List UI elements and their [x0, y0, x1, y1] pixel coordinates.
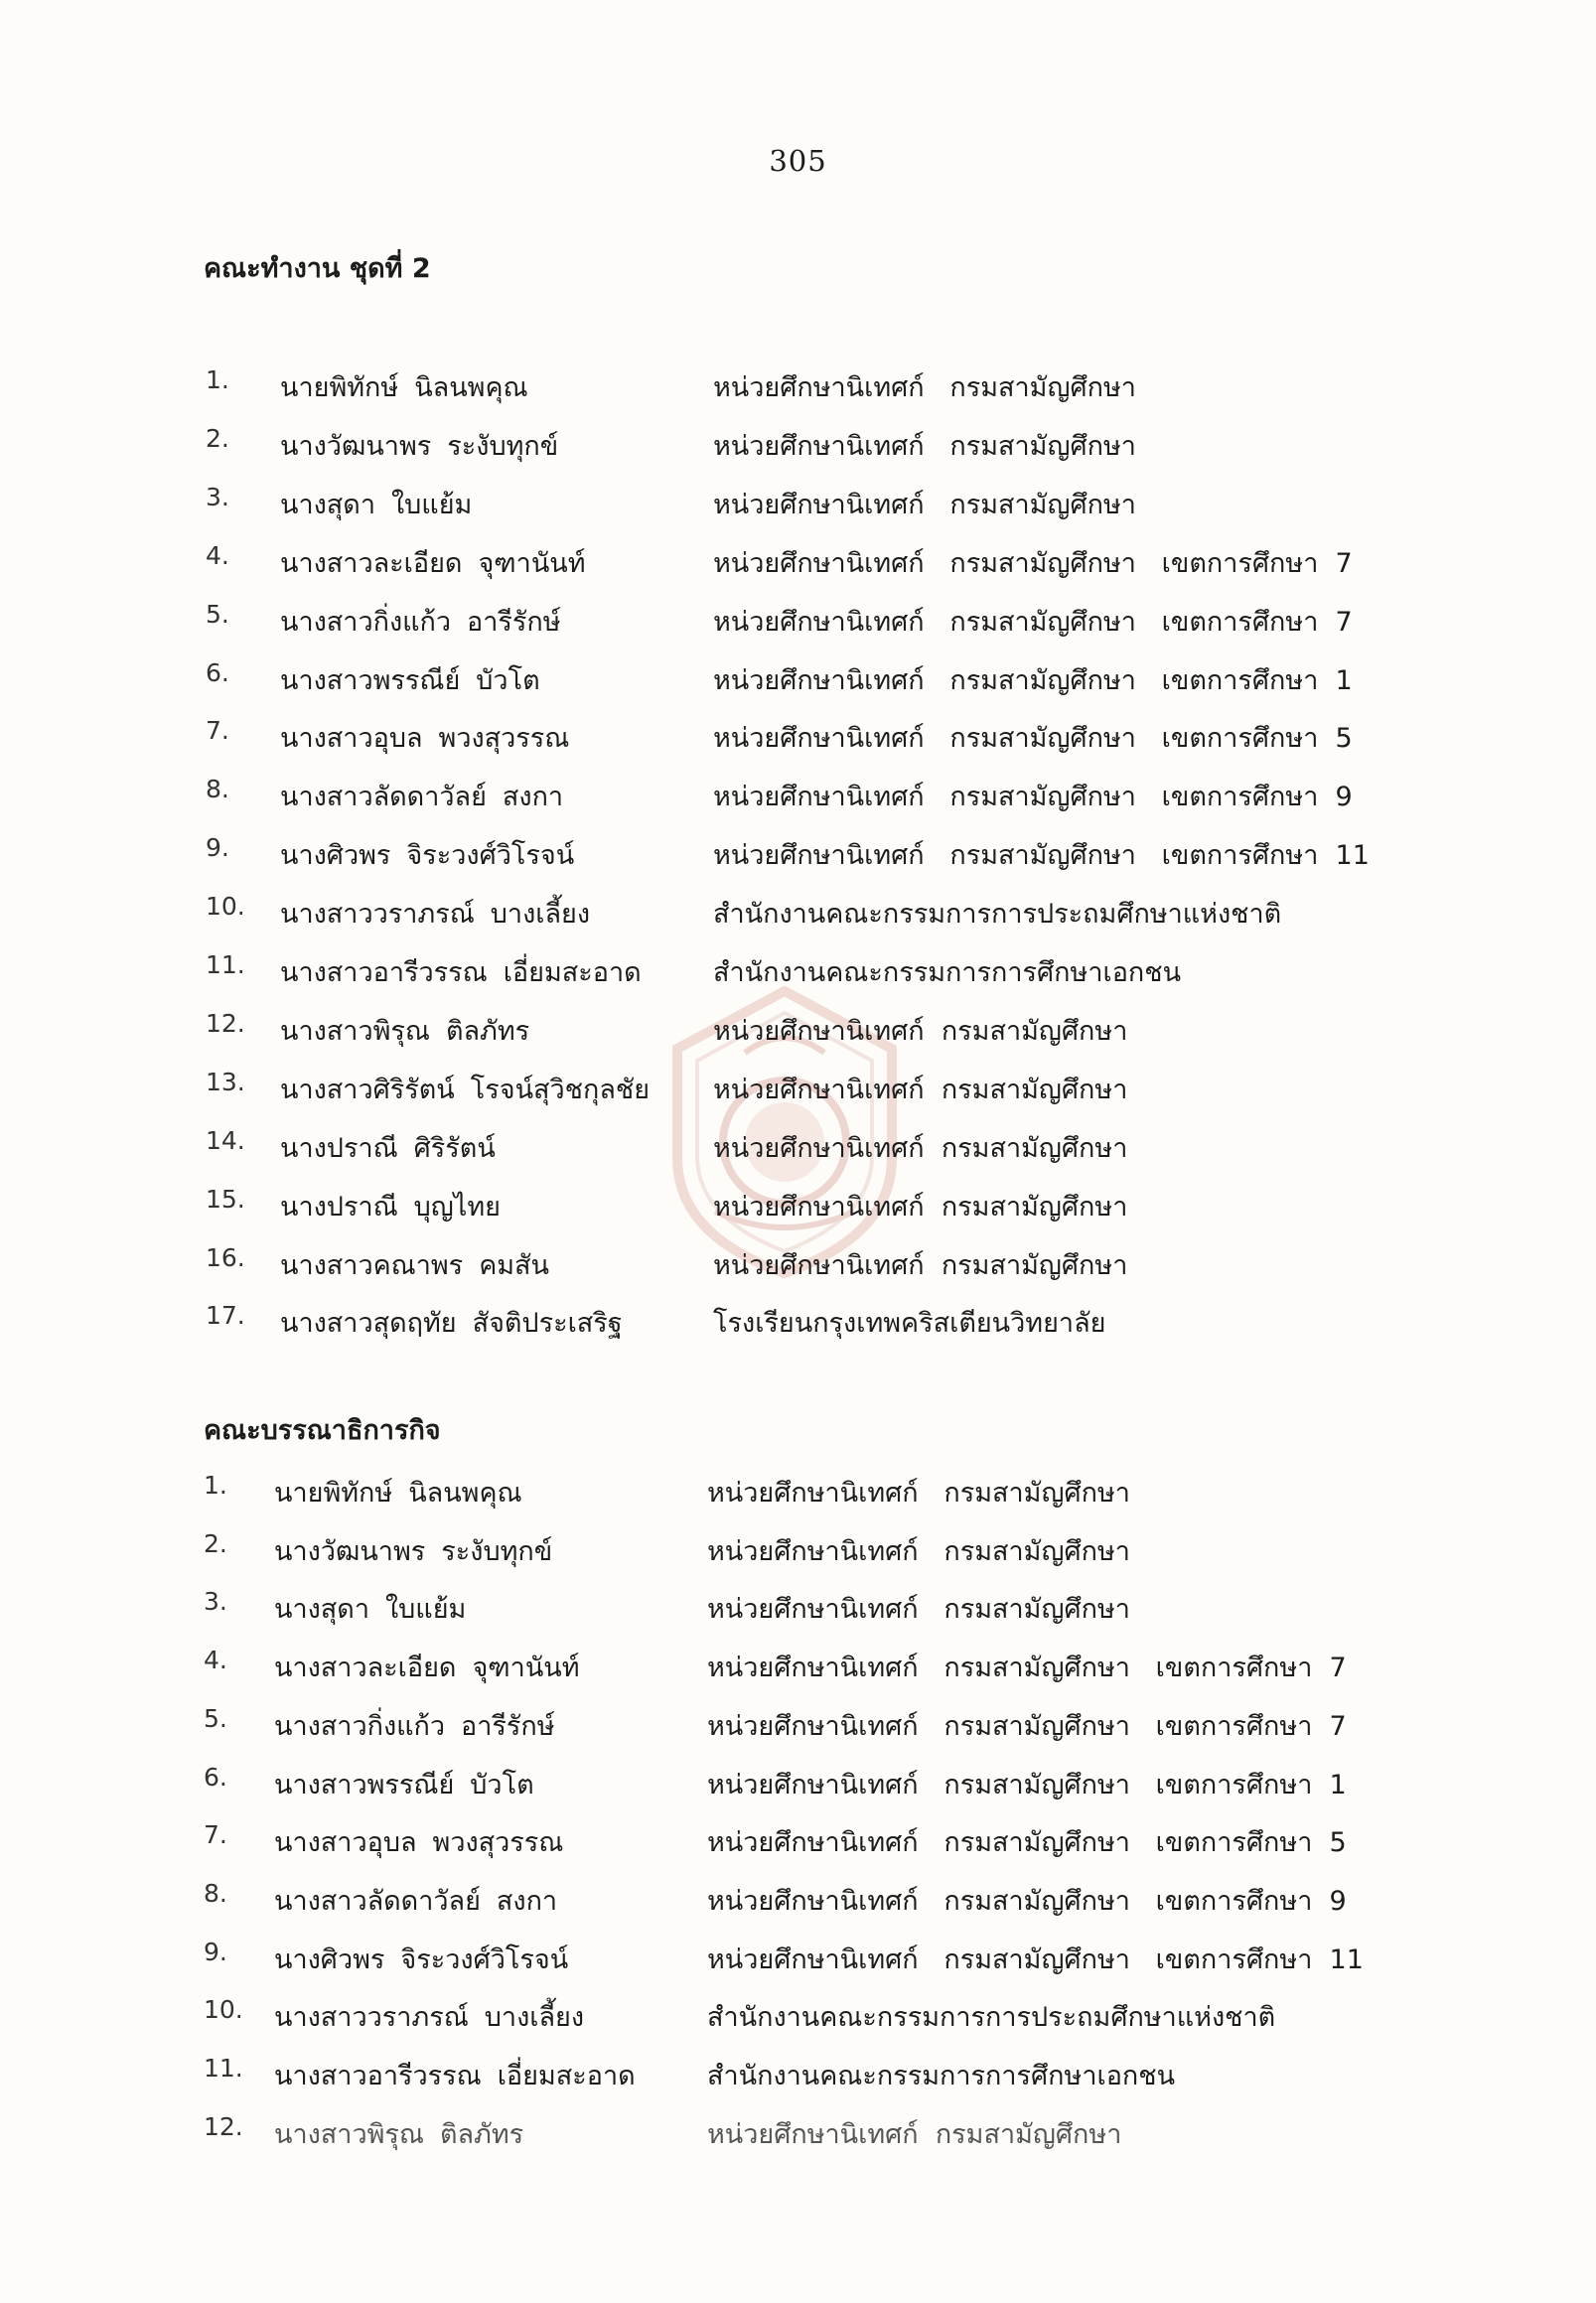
last-name: จิระวงศ์วิโรจน์	[406, 840, 575, 872]
item-number: 16.	[206, 1242, 245, 1272]
member-name	[280, 658, 540, 701]
last-name: นิลนพคุณ	[414, 372, 528, 403]
item-number: 4.	[206, 540, 229, 570]
list-item	[0, 1763, 1596, 1812]
page-number: 305	[769, 144, 827, 178]
organization: หน่วยศึกษานิเทศก์ กรมสามัญศึกษา เขตการศึกษา 5	[707, 1827, 1347, 1859]
item-number: 7.	[204, 1820, 227, 1850]
list-item	[0, 1126, 1596, 1176]
item-number: 6.	[206, 657, 229, 687]
first-name: นางวัฒนาพร	[274, 1535, 426, 1567]
last-name: เอี่ยมสะอาด	[503, 957, 642, 988]
item-number: 7.	[206, 716, 229, 746]
last-name: บางเลี้ยง	[490, 899, 591, 931]
item-number: 12.	[206, 1008, 245, 1038]
first-name: นางสาวพิรุณ	[280, 1015, 430, 1047]
item-number: 8.	[206, 775, 229, 804]
organization: หน่วยศึกษานิเทศก์ กรมสามัญศึกษา เขตการศึกษา 7	[707, 1653, 1347, 1684]
last-name: บางเลี้ยง	[484, 2002, 585, 2034]
organization: หน่วยศึกษานิเทศก์ กรมสามัญศึกษา	[713, 1132, 1128, 1164]
list-item	[0, 1301, 1596, 1351]
item-number: 10.	[204, 1995, 243, 2025]
member-name	[280, 1009, 529, 1052]
member-name	[280, 365, 528, 408]
first-name: นางสาวพรรณีย์	[274, 1769, 455, 1800]
last-name: สงกา	[502, 782, 564, 813]
organization: หน่วยศึกษานิเทศก์ กรมสามัญศึกษา เขตการศึกษา 7	[713, 606, 1353, 638]
last-name: อารีรักษ์	[461, 1710, 555, 1742]
member-name	[280, 1243, 549, 1286]
list-item	[0, 1009, 1596, 1059]
last-name: โรจน์สุวิชกุลชัย	[470, 1074, 651, 1105]
list-item	[0, 1068, 1596, 1117]
organization: หน่วยศึกษานิเทศก์ กรมสามัญศึกษา	[707, 1594, 1130, 1626]
first-name: นางศิวพร	[274, 1943, 385, 1975]
item-number: 11.	[206, 950, 245, 979]
organization: หน่วยศึกษานิเทศก์ กรมสามัญศึกษา	[713, 1249, 1128, 1281]
list-item	[0, 1529, 1596, 1579]
member-name	[274, 2054, 636, 2096]
organization: หน่วยศึกษานิเทศก์ กรมสามัญศึกษา เขตการศึกษา 7	[707, 1710, 1347, 1742]
organization: หน่วยศึกษานิเทศก์ กรมสามัญศึกษา	[713, 1015, 1128, 1047]
organization: หน่วยศึกษานิเทศก์ กรมสามัญศึกษา	[713, 372, 1136, 403]
first-name: นางปราณี	[280, 1132, 398, 1164]
list-item	[0, 483, 1596, 532]
last-name: พวงสุวรรณ	[438, 723, 570, 755]
member-name	[280, 716, 569, 759]
organization: หน่วยศึกษานิเทศก์ กรมสามัญศึกษา	[707, 2118, 1122, 2150]
organization: หน่วยศึกษานิเทศก์ กรมสามัญศึกษา เขตการศึกษา 1	[713, 664, 1353, 696]
item-number: 1.	[204, 1471, 227, 1500]
list-item	[0, 1587, 1596, 1637]
organization: สำนักงานคณะกรรมการการประถมศึกษาแห่งชาติ	[713, 899, 1282, 931]
list-item	[0, 950, 1596, 1000]
first-name: นายพิทักษ์	[274, 1478, 393, 1509]
organization: หน่วยศึกษานิเทศก์ กรมสามัญศึกษา	[713, 489, 1136, 520]
organization: หน่วยศึกษานิเทศก์ กรมสามัญศึกษา เขตการศึกษา 7	[713, 547, 1353, 579]
organization: หน่วยศึกษานิเทศก์ กรมสามัญศึกษา	[713, 1191, 1128, 1223]
member-name	[280, 833, 574, 876]
member-name	[280, 892, 590, 935]
list-item	[0, 1471, 1596, 1520]
organization: หน่วยศึกษานิเทศก์ กรมสามัญศึกษา	[713, 430, 1136, 462]
list-item	[0, 1820, 1596, 1870]
last-name: ระงับทุกข์	[447, 430, 559, 462]
list-item	[0, 424, 1596, 474]
first-name: นางวัฒนาพร	[280, 430, 432, 462]
list-item	[0, 2112, 1596, 2162]
first-name: นางสาวละเอียด	[274, 1653, 457, 1684]
member-name	[274, 1471, 522, 1513]
item-number: 17.	[206, 1301, 245, 1331]
item-number: 2.	[204, 1528, 227, 1558]
member-name	[280, 424, 558, 467]
last-name: นิลนพคุณ	[408, 1478, 522, 1509]
first-name: นางสาวพรรณีย์	[280, 664, 461, 696]
item-number: 9.	[206, 833, 229, 863]
organization: หน่วยศึกษานิเทศก์ กรมสามัญศึกษา	[707, 1478, 1130, 1509]
organization: หน่วยศึกษานิเทศก์ กรมสามัญศึกษา เขตการศึกษา 5	[713, 723, 1353, 755]
organization: หน่วยศึกษานิเทศก์ กรมสามัญศึกษา	[707, 1535, 1130, 1567]
list-item	[0, 600, 1596, 649]
organization: สำนักงานคณะกรรมการการประถมศึกษาแห่งชาติ	[707, 2002, 1276, 2034]
first-name: นางสาวอารีวรรณ	[274, 2061, 482, 2091]
list-item	[0, 1995, 1596, 2045]
first-name: นางสาวอุบล	[280, 723, 423, 755]
organization: หน่วยศึกษานิเทศก์ กรมสามัญศึกษา เขตการศึกษา 1	[707, 1769, 1347, 1800]
member-name	[274, 2112, 523, 2155]
last-name: จุฑานันท์	[478, 547, 586, 579]
organization: หน่วยศึกษานิเทศก์ กรมสามัญศึกษา เขตการศึกษา 11	[707, 1943, 1364, 1975]
item-number: 14.	[206, 1125, 245, 1155]
item-number: 1.	[206, 365, 229, 394]
first-name: นางสาววราภรณ์	[280, 899, 475, 931]
first-name: นายพิทักษ์	[280, 372, 399, 403]
item-number: 15.	[206, 1184, 245, 1214]
organization: หน่วยศึกษานิเทศก์ กรมสามัญศึกษา เขตการศึกษา 11	[713, 840, 1370, 872]
last-name: พวงสุวรรณ	[432, 1827, 564, 1859]
first-name: นางปราณี	[280, 1191, 398, 1223]
first-name: นางสุดา	[274, 1594, 369, 1626]
list-item	[0, 2054, 1596, 2103]
list-item	[0, 1879, 1596, 1929]
member-name	[280, 1301, 623, 1344]
first-name: นางสาวศิริรัตน์	[280, 1074, 455, 1105]
last-name: บัวโต	[476, 664, 540, 696]
list-item	[0, 658, 1596, 708]
organization: สำนักงานคณะกรรมการการศึกษาเอกชน	[713, 957, 1182, 988]
item-number: 9.	[204, 1937, 227, 1966]
last-name: คมสัน	[479, 1249, 549, 1281]
list-item	[0, 892, 1596, 941]
member-name	[280, 1126, 496, 1169]
last-name: ใบแย้ม	[384, 1594, 467, 1626]
section-title-editorial-board: คณะบรรณาธิการกิจ	[204, 1415, 441, 1446]
first-name: นางสาวกิ่งแก้ว	[280, 606, 452, 638]
last-name: อารีรักษ์	[467, 606, 561, 638]
first-name: นางสาวละเอียด	[280, 547, 463, 579]
item-number: 5.	[206, 599, 229, 629]
first-name: นางสาววราภรณ์	[274, 2002, 469, 2034]
last-name: สัจติประเสริฐ	[472, 1308, 623, 1340]
first-name: นางสาวอุบล	[274, 1827, 417, 1859]
member-name	[274, 1704, 555, 1747]
member-name	[274, 1820, 563, 1863]
list-item	[0, 1938, 1596, 1987]
list-item	[0, 833, 1596, 883]
organization: โรงเรียนกรุงเทพคริสเตียนวิทยาลัย	[713, 1308, 1106, 1340]
last-name: ติลภัทร	[445, 1015, 530, 1047]
item-number: 10.	[206, 892, 245, 922]
item-number: 6.	[204, 1762, 227, 1792]
member-name	[280, 1185, 501, 1227]
organization: หน่วยศึกษานิเทศก์ กรมสามัญศึกษา เขตการศึกษา 9	[713, 782, 1353, 813]
item-number: 2.	[206, 423, 229, 453]
list-item	[0, 1185, 1596, 1234]
member-name	[274, 1879, 557, 1922]
last-name: ศิริรัตน์	[413, 1132, 496, 1164]
first-name: นางสาวคณาพร	[280, 1249, 464, 1281]
member-name	[280, 1068, 650, 1110]
list-item	[0, 1646, 1596, 1695]
list-item	[0, 1704, 1596, 1754]
member-name	[274, 1587, 466, 1630]
last-name: ติลภัทร	[439, 2118, 524, 2150]
first-name: นางสาวลัดดาวัลย์	[280, 782, 487, 813]
item-number: 3.	[206, 482, 229, 511]
section-title-working-group: คณะทำงาน ชุดที่ 2	[204, 253, 431, 284]
member-name	[274, 1763, 534, 1805]
first-name: นางสาวกิ่งแก้ว	[274, 1710, 446, 1742]
last-name: ระงับทุกข์	[441, 1535, 553, 1567]
list-item	[0, 541, 1596, 591]
last-name: บัวโต	[470, 1769, 534, 1800]
item-number: 12.	[204, 2111, 243, 2141]
member-name	[280, 541, 586, 584]
member-name	[274, 1938, 568, 1980]
first-name: นางสาวสุดฤทัย	[280, 1308, 457, 1340]
member-name	[274, 1646, 580, 1688]
last-name: เอี่ยมสะอาด	[497, 2061, 636, 2091]
organization: หน่วยศึกษานิเทศก์ กรมสามัญศึกษา เขตการศึกษา 9	[707, 1885, 1347, 1917]
item-number: 3.	[204, 1587, 227, 1617]
first-name: นางสุดา	[280, 489, 375, 520]
list-item	[0, 716, 1596, 766]
member-name	[274, 1995, 584, 2038]
member-name	[274, 1529, 552, 1572]
first-name: นางสาวอารีวรรณ	[280, 957, 488, 988]
last-name: จิระวงศ์วิโรจน์	[400, 1943, 569, 1975]
list-item	[0, 775, 1596, 824]
organization: หน่วยศึกษานิเทศก์ กรมสามัญศึกษา	[713, 1074, 1128, 1105]
first-name: นางสาวลัดดาวัลย์	[274, 1885, 481, 1917]
member-name	[280, 600, 561, 643]
member-name	[280, 483, 472, 525]
list-item	[0, 1243, 1596, 1293]
list-item	[0, 365, 1596, 415]
first-name: นางสาวพิรุณ	[274, 2118, 424, 2150]
item-number: 4.	[204, 1646, 227, 1675]
item-number: 5.	[204, 1703, 227, 1733]
member-name	[280, 775, 563, 817]
item-number: 8.	[204, 1878, 227, 1908]
item-number: 13.	[206, 1067, 245, 1096]
organization: สำนักงานคณะกรรมการการศึกษาเอกชน	[707, 2061, 1176, 2091]
last-name: จุฑานันท์	[472, 1653, 580, 1684]
last-name: ใบแย้ม	[390, 489, 473, 520]
last-name: บุญไทย	[413, 1191, 501, 1223]
item-number: 11.	[204, 2054, 243, 2083]
first-name: นางศิวพร	[280, 840, 391, 872]
member-name	[280, 950, 642, 993]
last-name: สงกา	[496, 1885, 558, 1917]
